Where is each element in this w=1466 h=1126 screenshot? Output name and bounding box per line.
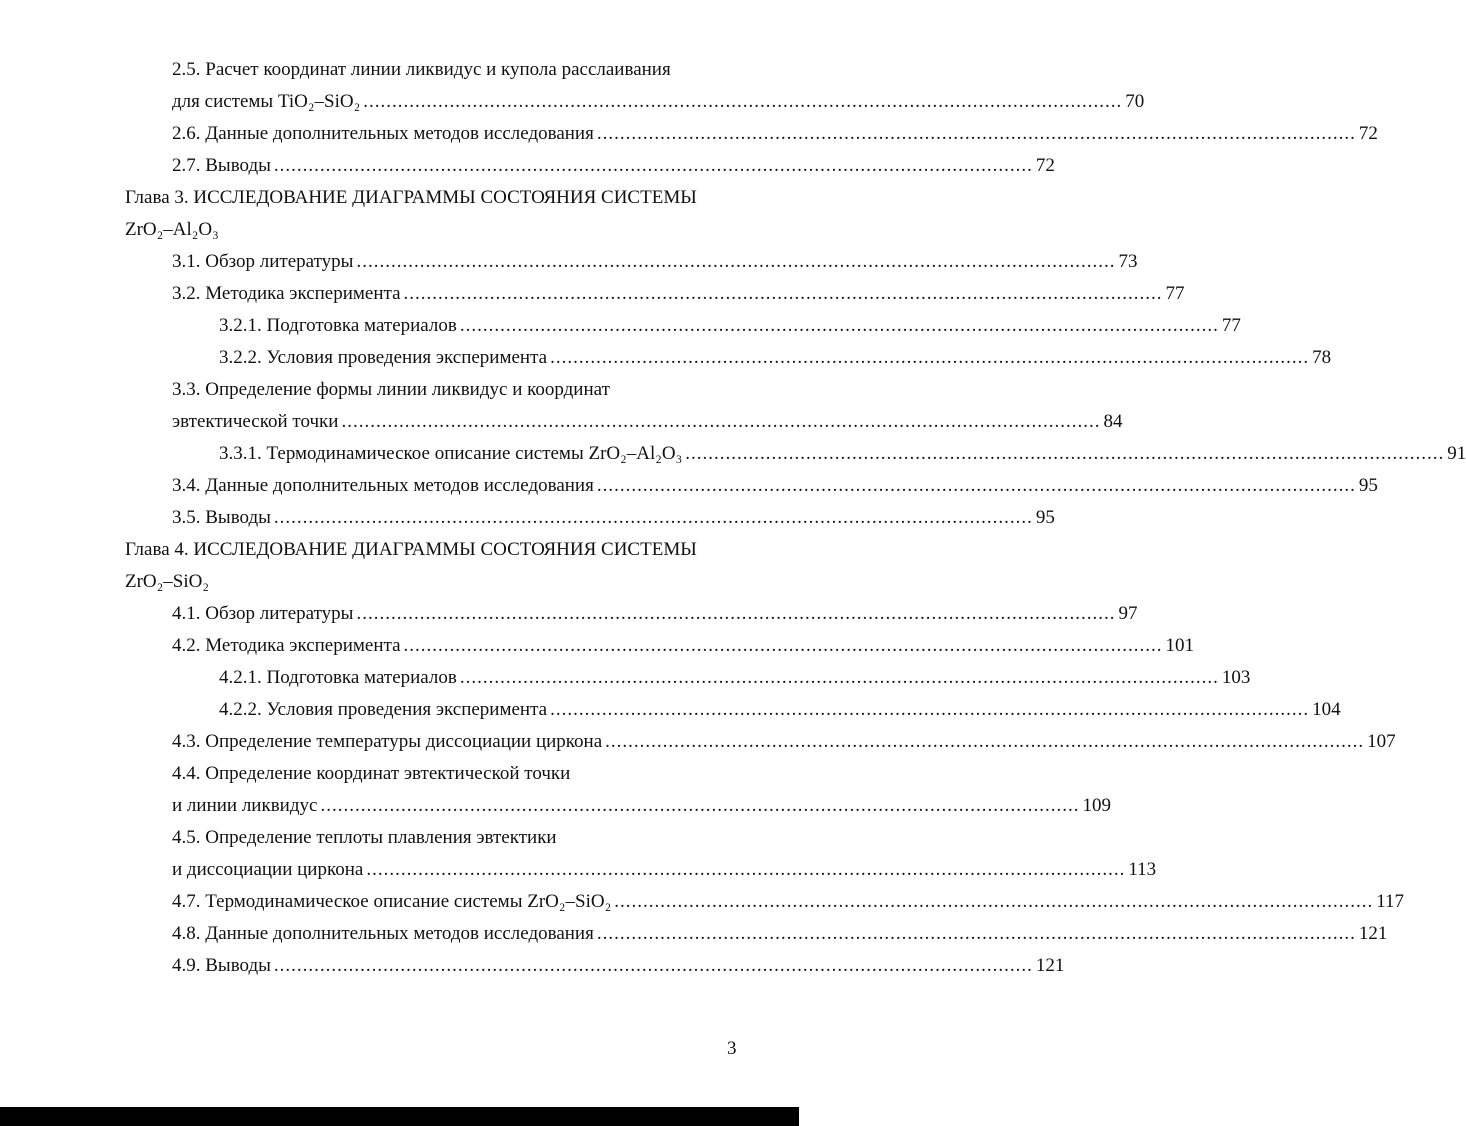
toc-chapter-3-system: [125, 217, 219, 243]
toc-entry-3-2-2: [219, 345, 1332, 371]
toc-page-number: 95: [1035, 507, 1055, 528]
page-number: 3: [727, 1038, 737, 1059]
toc-entry-label: 4.4. Определение координат эвтектической точки: [172, 763, 571, 784]
toc-page-number: 78: [1312, 347, 1332, 368]
toc-leader-dots: ....................................................................................................................................: [273, 955, 1033, 976]
toc-entry-4-5-line2: [172, 857, 1157, 883]
toc-entry-label: 4.8. Данные дополнительных методов исследования: [172, 923, 594, 944]
toc-leader-dots: ....................................................................................................................................: [356, 251, 1116, 272]
toc-page-number: 84: [1103, 411, 1123, 432]
toc-leader-dots: ....................................................................................................................................: [550, 347, 1310, 368]
toc-page-number: 91: [1447, 443, 1466, 464]
toc-entry-4-4-line2: [172, 793, 1111, 819]
toc-entry-3-3-1: [219, 441, 1466, 467]
toc-leader-dots: ....................................................................................................................................: [596, 475, 1356, 496]
toc-entry-label: 3.5. Выводы: [172, 507, 271, 528]
toc-entry-4-2-2: [219, 697, 1341, 723]
toc-leader-dots: ....................................................................................................................................: [614, 891, 1374, 912]
toc-leader-dots: ....................................................................................................................................: [596, 123, 1356, 144]
toc-entry-4-2: [172, 633, 1195, 659]
toc-entry-3-3-line2: [172, 409, 1123, 435]
toc-page-number: 103: [1221, 667, 1251, 688]
toc-leader-dots: ....................................................................................................................................: [366, 859, 1126, 880]
toc-entry-label: 4.3. Определение температуры диссоциации циркона: [172, 731, 603, 752]
toc-page-number: 121: [1035, 955, 1065, 976]
toc-leader-dots: ....................................................................................................................................: [356, 603, 1116, 624]
toc-page-number: 77: [1165, 283, 1185, 304]
toc-page-number: 72: [1358, 123, 1378, 144]
chapter-heading: Глава 4. ИССЛЕДОВАНИЕ ДИАГРАММЫ СОСТОЯНИЯ СИСТЕМЫ: [125, 539, 697, 560]
chapter-heading-system: ZrO₂–Al₂O₃: [125, 219, 219, 240]
toc-entry-4-5-line1: [172, 825, 557, 851]
toc-entry-label: 4.9. Выводы: [172, 955, 271, 976]
toc-entry-label: 3.2.2. Условия проведения эксперимента: [219, 347, 548, 368]
toc-leader-dots: ....................................................................................................................................: [605, 731, 1365, 752]
toc-entry-label: 2.6. Данные дополнительных методов исследования: [172, 123, 594, 144]
toc-page-number: 113: [1128, 859, 1157, 880]
toc-entry-label: для системы TiO₂–SiO₂: [172, 91, 361, 112]
toc-leader-dots: ....................................................................................................................................: [459, 315, 1219, 336]
toc-page-number: 95: [1358, 475, 1378, 496]
toc-entry-3-5: [172, 505, 1055, 531]
toc-entry-label: 3.3. Определение формы линии ликвидус и координат: [172, 379, 610, 400]
toc-chapter-4-system: [125, 569, 209, 595]
toc-leader-dots: ....................................................................................................................................: [403, 283, 1163, 304]
toc-leader-dots: ....................................................................................................................................: [273, 507, 1033, 528]
toc-entry-label: 4.1. Обзор литературы: [172, 603, 354, 624]
toc-entry-label: 3.2.1. Подготовка материалов: [219, 315, 457, 336]
toc-leader-dots: ....................................................................................................................................: [550, 699, 1310, 720]
toc-page-number: 73: [1118, 251, 1138, 272]
toc-entry-label: 4.5. Определение теплоты плавления эвтектики: [172, 827, 557, 848]
toc-entry-3-3-line1: [172, 377, 610, 403]
toc-entry-label: 3.3.1. Термодинамическое описание системы ZrO₂–Al₂O₃: [219, 443, 683, 464]
toc-leader-dots: ....................................................................................................................................: [341, 411, 1101, 432]
toc-entry-3-1: [172, 249, 1138, 275]
toc-page-number: 104: [1312, 699, 1341, 720]
toc-entry-label: 3.1. Обзор литературы: [172, 251, 354, 272]
toc-page-number: 72: [1035, 155, 1055, 176]
toc-entry-label: и диссоциации циркона: [172, 859, 364, 880]
toc-leader-dots: ....................................................................................................................................: [320, 795, 1080, 816]
toc-entry-4-9: [172, 953, 1065, 979]
toc-page-number: 121: [1358, 923, 1388, 944]
toc-page-number: 97: [1118, 603, 1138, 624]
toc-entry-label: 4.2. Методика эксперимента: [172, 635, 401, 656]
toc-entry-label: 2.5. Расчет координат линии ликвидус и купола расслаивания: [172, 59, 671, 80]
toc-entry-2-7: [172, 153, 1055, 179]
toc-entry-4-4-line1: [172, 761, 570, 787]
toc-page-number: 109: [1082, 795, 1111, 816]
toc-entry-label: 4.2.1. Подготовка материалов: [219, 667, 457, 688]
toc-entry-2-5-line2: [172, 89, 1145, 115]
toc-entry-2-6: [172, 121, 1378, 147]
toc-entry-label: и линии ликвидус: [172, 795, 318, 816]
toc-page-number: 77: [1221, 315, 1241, 336]
toc-entry-label: 4.7. Термодинамическое описание системы ZrO₂–SiO₂: [172, 891, 612, 912]
toc-chapter-4-title: [125, 537, 697, 563]
chapter-heading: Глава 3. ИССЛЕДОВАНИЕ ДИАГРАММЫ СОСТОЯНИЯ СИСТЕМЫ: [125, 187, 697, 208]
toc-entry-4-3: [172, 729, 1396, 755]
toc-chapter-3-title: [125, 185, 697, 211]
toc-leader-dots: ....................................................................................................................................: [403, 635, 1163, 656]
toc-entry-label: эвтектической точки: [172, 411, 339, 432]
toc-page-number: 117: [1376, 891, 1404, 912]
toc-page-number: 70: [1125, 91, 1145, 112]
toc-entry-3-2-1: [219, 313, 1241, 339]
toc-leader-dots: ....................................................................................................................................: [273, 155, 1033, 176]
toc-entry-label: 3.2. Методика эксперимента: [172, 283, 401, 304]
toc-entry-3-2: [172, 281, 1185, 307]
chapter-heading-system: ZrO₂–SiO₂: [125, 571, 209, 592]
toc-entry-2-5-line1: [172, 57, 671, 83]
scan-edge-bar: [0, 1107, 799, 1126]
toc-page-number: 107: [1367, 731, 1396, 752]
toc-entry-4-8: [172, 921, 1388, 947]
toc-leader-dots: ....................................................................................................................................: [596, 923, 1356, 944]
toc-entry-4-7: [172, 889, 1404, 915]
toc-page-number: 101: [1165, 635, 1195, 656]
toc-entry-label: 3.4. Данные дополнительных методов исследования: [172, 475, 594, 496]
toc-entry-4-2-1: [219, 665, 1251, 691]
toc-entry-3-4: [172, 473, 1378, 499]
toc-entry-4-1: [172, 601, 1138, 627]
toc-entry-label: 2.7. Выводы: [172, 155, 271, 176]
toc-entry-label: 4.2.2. Условия проведения эксперимента: [219, 699, 548, 720]
toc-leader-dots: ....................................................................................................................................: [363, 91, 1123, 112]
toc-leader-dots: ....................................................................................................................................: [685, 443, 1445, 464]
toc-leader-dots: ....................................................................................................................................: [459, 667, 1219, 688]
